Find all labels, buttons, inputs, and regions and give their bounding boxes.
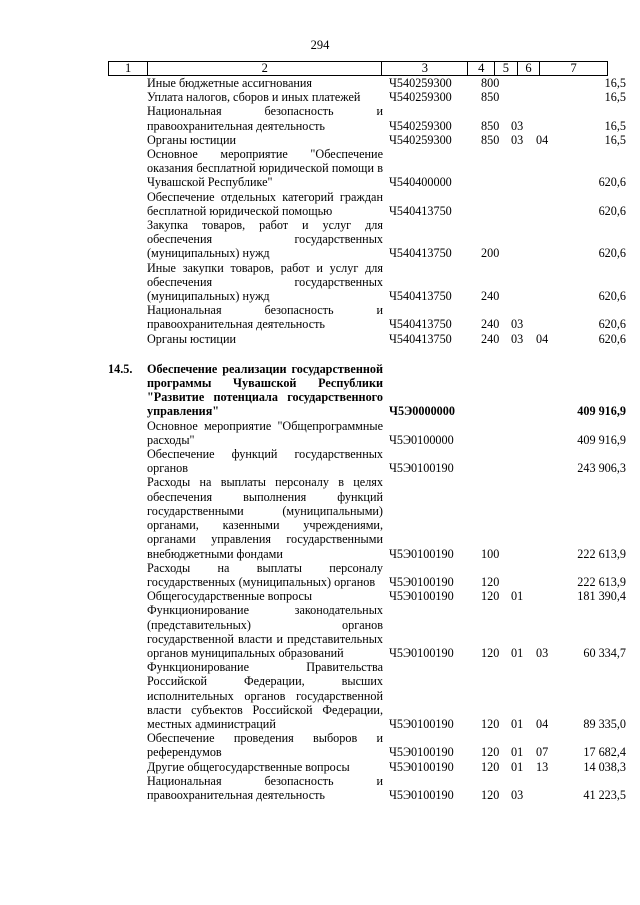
table-row	[108, 603, 626, 660]
row-subsection	[533, 589, 558, 603]
row-code: Ч540400000	[389, 175, 452, 190]
row-expense-type: 100	[481, 546, 500, 561]
row-number	[108, 190, 147, 218]
row-section: 03	[511, 787, 524, 802]
row-number	[108, 731, 147, 759]
table-row	[108, 76, 626, 90]
row-code: Ч540259300	[389, 132, 452, 147]
page-number: 294	[310, 38, 330, 52]
row-subsection	[533, 104, 558, 132]
row-code: Ч540413750	[389, 203, 452, 218]
row-number	[108, 603, 147, 660]
row-section: 01	[511, 645, 524, 660]
table-row	[108, 104, 626, 132]
row-number	[108, 332, 147, 346]
row-number	[108, 660, 147, 731]
row-number	[108, 419, 147, 447]
row-section	[507, 419, 533, 447]
table-row	[108, 133, 626, 147]
row-expense-type: 120	[481, 716, 500, 731]
row-code: Ч5Э0100190	[389, 589, 454, 604]
row-section	[507, 475, 533, 560]
row-amount: 16,5	[604, 90, 626, 105]
row-subsection: 03	[536, 645, 549, 660]
row-section	[507, 76, 533, 90]
row-subsection	[533, 90, 558, 104]
row-amount: 60 334,7	[583, 645, 626, 660]
row-subsection	[533, 475, 558, 560]
table-row	[108, 303, 626, 331]
row-expense-type: 850	[481, 90, 500, 105]
row-subsection	[533, 261, 558, 304]
row-subsection	[533, 447, 558, 475]
row-name: Расходы на выплаты персоналу государственных (муниципальных) органов	[147, 560, 383, 589]
row-amount: 620,6	[598, 317, 626, 332]
row-name: Закупка товаров, работ и услуг для обеспечения государственных (муниципальных) нужд	[147, 218, 383, 261]
row-amount: 16,5	[604, 76, 626, 90]
row-subsection: 07	[536, 745, 549, 760]
row-section	[507, 190, 533, 218]
row-code: Ч540259300	[389, 118, 452, 133]
row-expense-type: 800	[481, 76, 500, 90]
row-code: Ч540259300	[389, 76, 452, 90]
row-number	[108, 561, 147, 589]
row-section: 03	[511, 317, 524, 332]
row-number	[108, 760, 147, 774]
row-subsection	[533, 419, 558, 447]
table-row	[108, 147, 626, 190]
row-section	[507, 447, 533, 475]
header-col-2: 2	[148, 62, 382, 76]
row-code: Ч5Э0100190	[389, 716, 454, 731]
row-amount: 620,6	[598, 289, 626, 304]
row-section: 03	[511, 118, 524, 133]
row-subsection	[533, 303, 558, 331]
header-col-3: 3	[382, 62, 468, 76]
row-code: Ч5Э0000000	[389, 404, 455, 419]
row-subsection: 13	[536, 759, 549, 774]
row-name: Национальная безопасность и правоохранительная деятельность	[147, 104, 383, 133]
row-number	[108, 90, 147, 104]
row-section	[507, 561, 533, 589]
table-row	[108, 774, 626, 802]
row-number: 14.5.	[108, 361, 133, 376]
row-expense-type: 120	[481, 645, 500, 660]
row-name: Основное мероприятие "Обеспечение оказания бесплатной юридической помощи в Чувашской Республике"	[147, 147, 383, 190]
row-amount: 243 906,3	[577, 461, 626, 476]
row-name: Другие общегосударственные вопросы	[147, 759, 350, 774]
row-number	[108, 147, 147, 190]
row-expense-type: 120	[481, 574, 500, 589]
row-number	[108, 76, 147, 90]
row-subsection	[533, 218, 558, 261]
row-code: Ч5Э0100000	[389, 432, 454, 447]
row-subsection	[533, 774, 558, 802]
row-expense-type: 120	[481, 589, 500, 604]
row-section: 01	[511, 745, 524, 760]
row-number	[108, 447, 147, 475]
row-subsection	[533, 561, 558, 589]
budget-table	[108, 76, 626, 802]
table-row	[108, 261, 626, 304]
row-name: Иные закупки товаров, работ и услуг для обеспечения государственных (муниципальных) нужд	[147, 260, 383, 304]
row-name: Обеспечение функций государственных органов	[147, 447, 383, 476]
row-amount: 620,6	[598, 175, 626, 190]
row-section: 01	[511, 759, 524, 774]
row-code: Ч5Э0100190	[389, 461, 454, 476]
row-amount: 41 223,5	[583, 787, 626, 802]
row-subsection: 04	[536, 331, 549, 346]
table-row	[108, 362, 626, 419]
row-code: Ч5Э0100190	[389, 787, 454, 802]
row-subsection: 04	[536, 716, 549, 731]
row-number	[108, 104, 147, 132]
row-spacer	[108, 346, 626, 362]
row-code: Ч540259300	[389, 90, 452, 105]
row-section: 01	[511, 716, 524, 731]
row-name: Расходы на выплаты персоналу в целях обеспечения выполнения функций государственными (муниципальными) органами, казенными учреждениями, органами управления государственными внебюджетными фондами	[147, 475, 383, 561]
row-amount: 222 613,9	[577, 574, 626, 589]
table-row	[108, 90, 626, 104]
table-row	[108, 475, 626, 560]
row-expense-type: 240	[481, 289, 500, 304]
row-expense-type	[476, 147, 507, 190]
row-amount: 17 682,4	[583, 745, 626, 760]
row-expense-type: 120	[481, 745, 500, 760]
row-amount: 620,6	[598, 331, 626, 346]
row-code: Ч5Э0100190	[389, 645, 454, 660]
row-name: Национальная безопасность и правоохранительная деятельность	[147, 303, 383, 332]
row-code: Ч540413750	[389, 246, 452, 261]
header-col-7: 7	[540, 62, 608, 76]
header-col-4: 4	[468, 62, 495, 76]
table-row	[108, 419, 626, 447]
row-number	[108, 303, 147, 331]
table-row	[108, 190, 626, 218]
row-expense-type	[476, 362, 507, 419]
row-code: Ч5Э0100190	[389, 745, 454, 760]
row-subsection	[533, 362, 558, 419]
row-name: Уплата налогов, сборов и иных платежей	[147, 90, 361, 105]
row-subsection	[533, 147, 558, 190]
row-name: Обеспечение проведения выборов и референдумов	[147, 731, 383, 760]
row-number	[108, 218, 147, 261]
row-number	[108, 261, 147, 304]
row-amount: 89 335,0	[583, 716, 626, 731]
row-code: Ч540413750	[389, 289, 452, 304]
row-expense-type	[476, 190, 507, 218]
row-expense-type: 200	[481, 246, 500, 261]
row-expense-type: 120	[481, 787, 500, 802]
row-section	[507, 147, 533, 190]
row-amount: 409 916,9	[577, 432, 626, 447]
spacer-cell	[108, 346, 626, 362]
row-number	[108, 589, 147, 603]
row-name: Национальная безопасность и правоохранительная деятельность	[147, 773, 383, 802]
row-section	[507, 261, 533, 304]
row-name: Функционирование законодательных (представительных) органов государственной власти и представительных органов муниципальных образований	[147, 603, 383, 660]
row-expense-type: 850	[481, 118, 500, 133]
row-expense-type: 120	[481, 759, 500, 774]
row-amount: 181 390,4	[577, 589, 626, 604]
header-col-1: 1	[109, 62, 148, 76]
table-row	[108, 447, 626, 475]
row-expense-type	[476, 419, 507, 447]
row-amount: 16,5	[604, 118, 626, 133]
row-subsection	[533, 190, 558, 218]
row-name: Обеспечение отдельных категорий граждан бесплатной юридической помощью	[147, 189, 383, 218]
row-amount: 222 613,9	[577, 546, 626, 561]
row-number	[108, 133, 147, 147]
table-row	[108, 731, 626, 759]
row-name: Функционирование Правительства Российской Федерации, высших исполнительных органов государственной власти субъектов Российской Федерации, местных администраций	[147, 660, 383, 731]
row-amount: 620,6	[598, 246, 626, 261]
row-amount: 620,6	[598, 203, 626, 218]
table-row	[108, 218, 626, 261]
row-subsection	[533, 76, 558, 90]
row-code: Ч5Э0100190	[389, 759, 454, 774]
row-name: Иные бюджетные ассигнования	[147, 76, 313, 90]
row-expense-type	[476, 447, 507, 475]
row-name: Органы юстиции	[147, 132, 236, 147]
table-row	[108, 561, 626, 589]
table-row	[108, 332, 626, 346]
row-section	[507, 90, 533, 104]
row-code: Ч5Э0100190	[389, 546, 454, 561]
row-section	[507, 362, 533, 419]
row-code: Ч540413750	[389, 331, 452, 346]
row-expense-type: 240	[481, 331, 500, 346]
row-subsection: 04	[536, 132, 549, 147]
row-section: 01	[511, 589, 524, 604]
row-name: Основное мероприятие "Общепрограммные расходы"	[147, 418, 383, 447]
table-row	[108, 589, 626, 603]
row-amount: 16,5	[604, 132, 626, 147]
row-section: 03	[511, 331, 524, 346]
row-name: Обеспечение реализации государственной программы Чувашской Республики "Развитие потенциала государственного управления"	[147, 361, 383, 419]
row-name: Общегосударственные вопросы	[147, 589, 313, 604]
row-number	[108, 774, 147, 802]
header-col-6: 6	[517, 62, 540, 76]
row-expense-type: 850	[481, 132, 500, 147]
row-code: Ч540413750	[389, 317, 452, 332]
header-col-5: 5	[495, 62, 518, 76]
row-name: Органы юстиции	[147, 331, 236, 346]
row-number	[108, 475, 147, 560]
table-row	[108, 660, 626, 731]
row-code: Ч5Э0100190	[389, 574, 454, 589]
column-number-header	[108, 61, 608, 76]
row-expense-type: 240	[481, 317, 500, 332]
row-amount: 14 038,3	[583, 759, 626, 774]
table-row	[108, 760, 626, 774]
row-amount: 409 916,9	[577, 404, 626, 419]
row-section: 03	[511, 132, 524, 147]
row-section	[507, 218, 533, 261]
